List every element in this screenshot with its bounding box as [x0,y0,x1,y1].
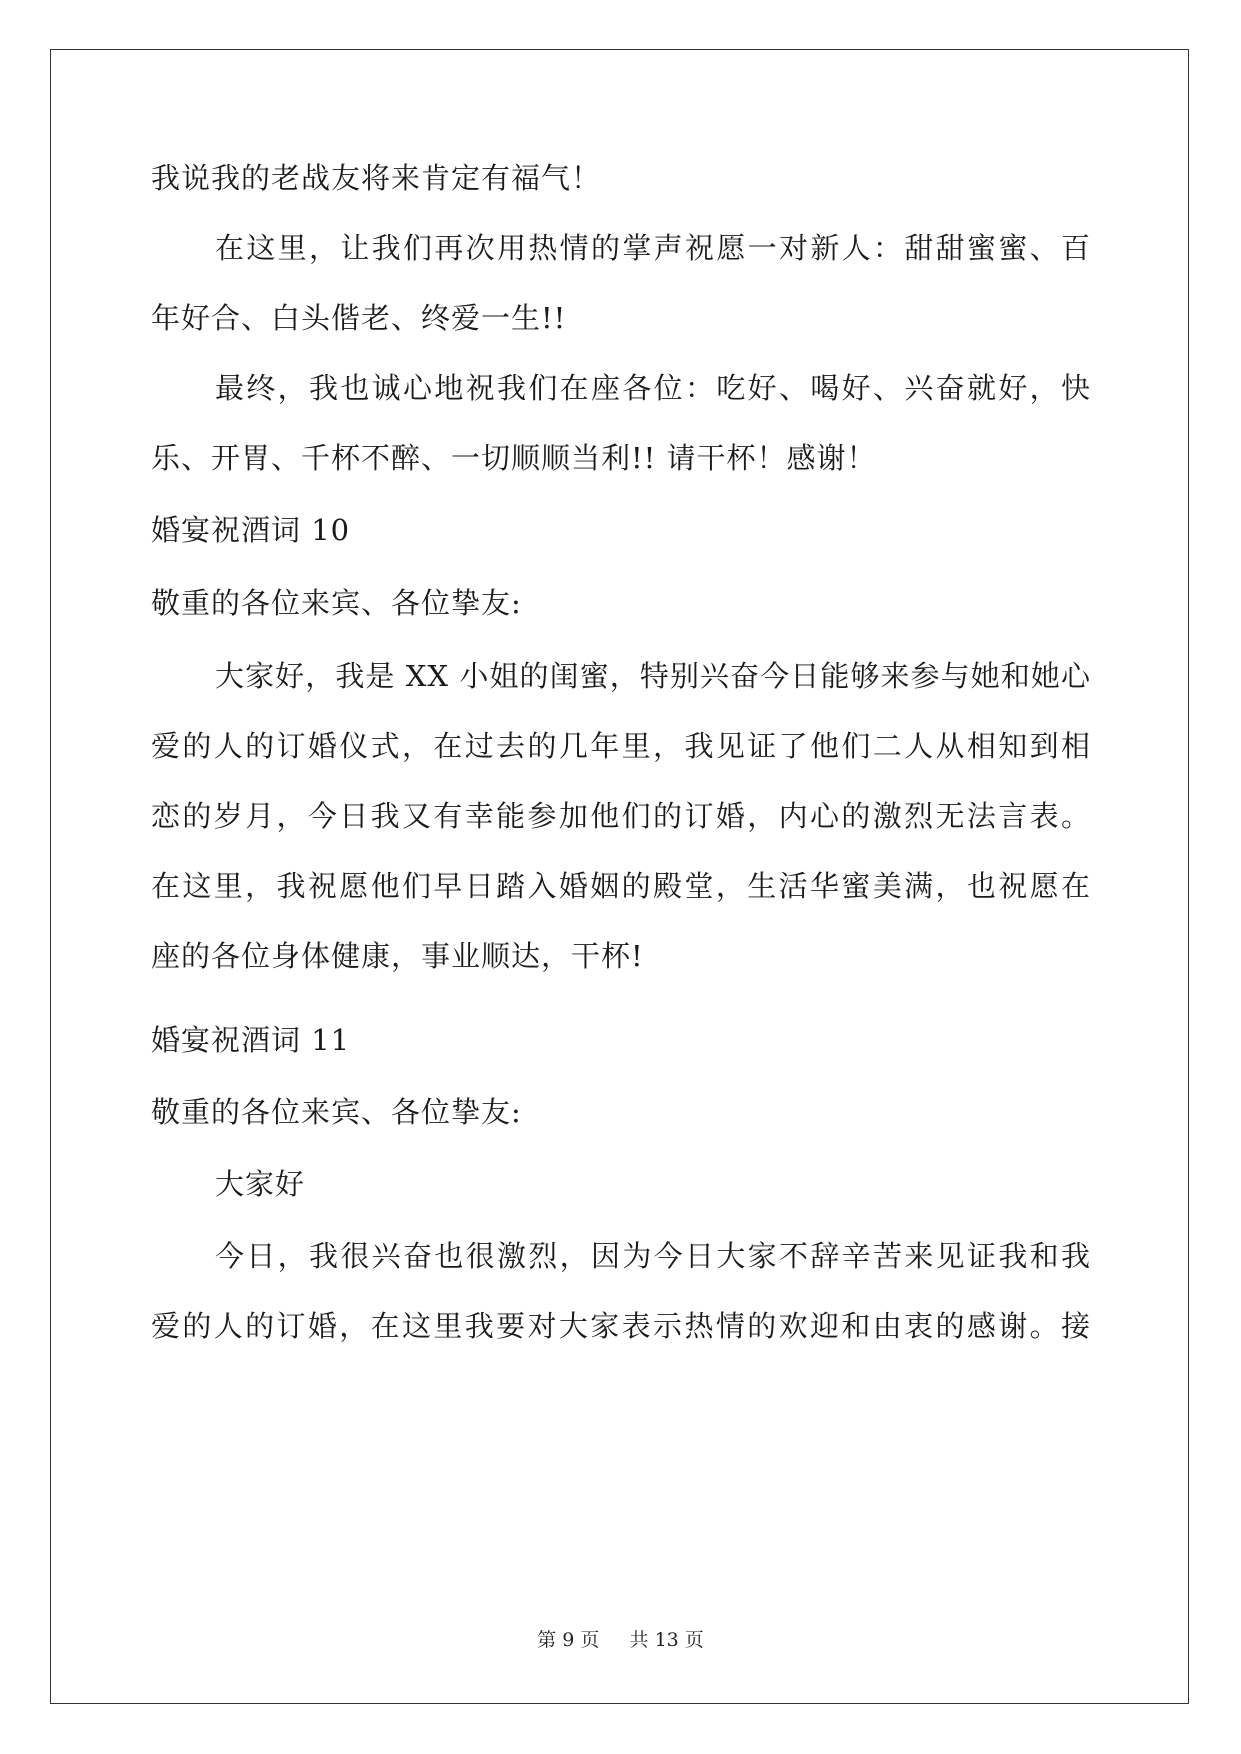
page-number: 第 9 页 [537,1629,600,1651]
section-heading: 婚宴祝酒词 11 [151,1023,351,1057]
paragraph-line: 大家好，我是 XX 小姐的闺蜜，特别兴奋今日能够来参与她和她心 [215,659,1091,693]
paragraph-line: 爱的人的订婚仪式，在过去的几年里，我见证了他们二人从相知到相 [151,729,1091,763]
salutation: 敬重的各位来宾、各位挚友: [151,586,522,620]
paragraph-line: 乐、开胃、千杯不醉、一切顺顺当利!! 请干杯！感谢！ [151,441,877,475]
paragraph-line: 在这里，让我们再次用热情的掌声祝愿一对新人：甜甜蜜蜜、百 [215,231,1091,265]
greeting: 大家好 [215,1167,306,1201]
paragraph-line: 年好合、白头偕老、终爱一生!! [151,301,567,335]
paragraph-line: 爱的人的订婚，在这里我要对大家表示热情的欢迎和由衷的感谢。接 [151,1309,1091,1343]
paragraph-line: 在这里，我祝愿他们早日踏入婚姻的殿堂，生活华蜜美满，也祝愿在 [151,869,1091,903]
paragraph-line: 座的各位身体健康，事业顺达，干杯! [151,939,644,973]
salutation: 敬重的各位来宾、各位挚友: [151,1095,522,1129]
paragraph-line: 最终，我也诚心地祝我们在座各位：吃好、喝好、兴奋就好，快 [215,371,1091,405]
total-pages: 共 13 页 [629,1629,704,1651]
section-heading: 婚宴祝酒词 10 [151,513,351,547]
paragraph-line: 我说我的老战友将来肯定有福气！ [151,161,602,195]
page-footer [0,1625,1241,1652]
paragraph-line: 恋的岁月，今日我又有幸能参加他们的订婚，内心的激烈无法言表。 [151,799,1091,833]
paragraph-line: 今日，我很兴奋也很激烈，因为今日大家不辞辛苦来见证我和我 [215,1239,1091,1273]
